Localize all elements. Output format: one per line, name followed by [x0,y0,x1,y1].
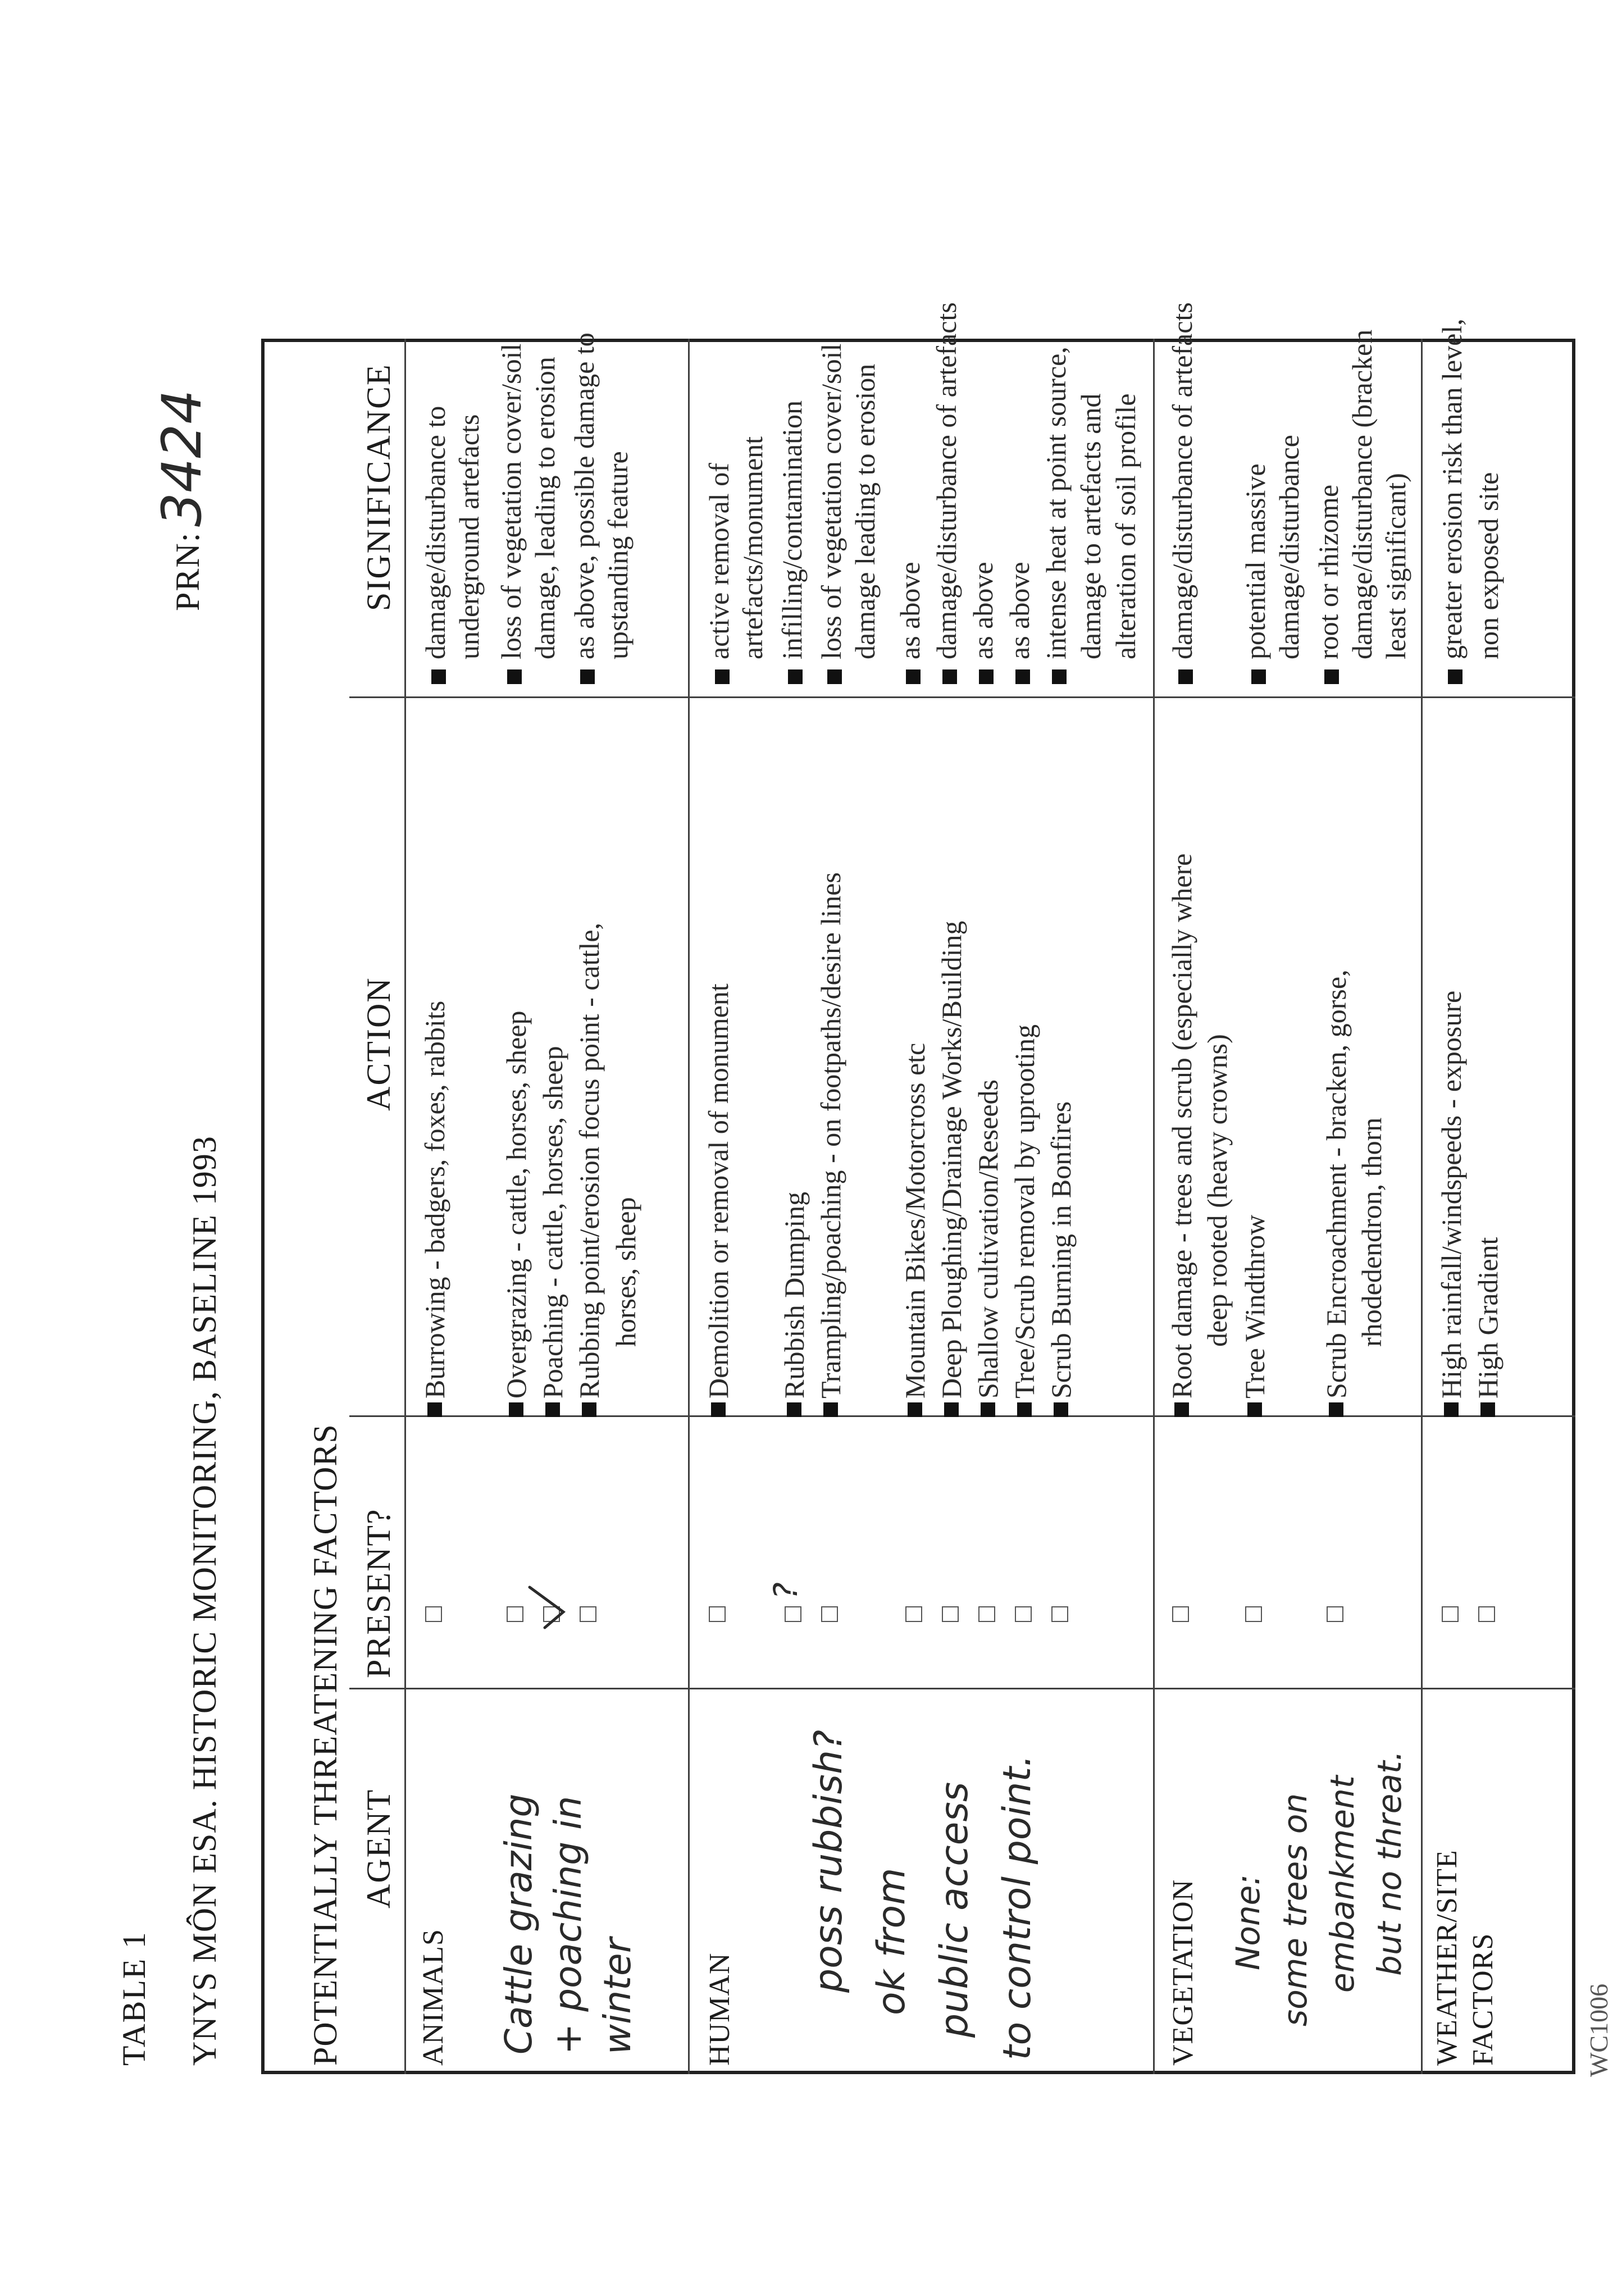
significance-item-continuation [1379,473,1413,659]
significance-item [1311,485,1345,684]
significance-item [567,332,601,684]
column-header-significance: SIGNIFICANCE [360,363,397,611]
significance-item [814,344,848,684]
agent-vegetation: VEGETATION [1167,1879,1199,2066]
significance-item [494,344,528,684]
significance-item-continuation [1471,472,1505,659]
significance-text: damage leading to erosion [849,363,881,659]
bullet-icon [908,1402,922,1417]
significance-text: underground artefacts [453,414,485,659]
handwritten-line: embankment [1323,1775,1361,1993]
action-text: Poaching - cattle, horses, sheep [537,1046,568,1398]
bullet-icon [1329,1402,1343,1417]
action-text: High Gradient [1472,1237,1503,1398]
action-text: Burrowing - badgers, foxes, rabbits [419,1000,450,1398]
action-text: Rubbing point/erosion focus point - cattle, [573,922,605,1398]
bullet-icon [580,669,595,684]
significance-item-continuation [1272,435,1306,659]
present-checkbox[interactable] [978,1606,995,1622]
significance-text: least significant) [1380,473,1411,659]
bullet-icon [1017,1402,1032,1417]
significance-item [418,406,452,684]
bullet-icon [711,1402,726,1417]
bullet-icon [1448,669,1462,684]
column-divider-agent [349,1688,1575,1689]
bullet-icon [823,1402,838,1417]
column-header-action: ACTION [360,977,397,1111]
significance-item-continuation [1074,394,1108,659]
bullet-icon [582,1402,596,1417]
bullet-icon [979,669,994,684]
action-text: Scrub Encroachment - bracken, gorse, [1320,969,1352,1398]
handwritten-line: some trees on [1276,1793,1314,2026]
handwritten-line: to control point. [995,1755,1040,2060]
bullet-icon [1444,1402,1459,1417]
bullet-icon [827,669,842,684]
action-text: Tree/Scrub removal by uprooting [1009,1024,1040,1398]
significance-text: as above [1004,562,1035,659]
present-checkbox[interactable] [1442,1606,1459,1622]
table-heading: POTENTIALLY THREATENING FACTORS [307,1424,344,2066]
bullet-icon [788,669,803,684]
significance-text: loss of vegetation cover/soil [495,343,527,659]
bullet-icon [1480,1402,1495,1417]
action-text: Trampling/poaching - on footpaths/desire lines [815,872,846,1398]
significance-item-continuation [1109,394,1142,659]
significance-text: damage/disturbance of artefacts [1167,302,1198,659]
significance-text: damage/disturbance of artefacts [931,302,962,659]
action-text-continuation: deep rooted (heavy crowns) [1201,1034,1233,1347]
agent-human: HUMAN [704,1952,736,2066]
action-text: Mountain Bikes/Motorcross etc [899,1042,931,1398]
bullet-icon [1015,669,1030,684]
column-header-agent: AGENT [360,1788,397,1908]
significance-text: artefacts/monument [737,436,768,659]
handwritten-line: ok from [869,1867,914,2015]
group-divider-human [1153,339,1155,2074]
action-text: Demolition or removal of monument [703,983,734,1398]
bullet-icon [787,1402,801,1417]
action-text: Root damage - trees and scrub (especially where [1166,853,1197,1398]
table-label: TABLE 1 [116,1931,152,2066]
present-checkbox[interactable] [785,1606,801,1622]
significance-item-continuation [528,357,562,659]
table-top-border [261,339,265,2074]
bullet-icon [1247,1402,1262,1417]
significance-item-continuation [848,364,882,659]
handwritten-note-animals [494,1794,643,2054]
action-text-continuation: horses, sheep [610,1197,641,1347]
significance-text: damage/disturbance (bracken [1346,329,1378,659]
significance-item [1435,318,1469,684]
action-text: High rainfall/windspeeds - exposure [1436,990,1467,1398]
significance-item-continuation [1345,330,1379,659]
bullet-icon [507,669,522,684]
bullet-icon [942,669,957,684]
column-header-present: PRESENT? [360,1508,397,1678]
present-checkbox[interactable] [580,1606,596,1622]
action-text: Shallow cultivation/Reseeds [972,1079,1004,1398]
bullet-icon [431,669,446,684]
significance-text: active removal of [703,463,735,659]
significance-text: alteration of soil profile [1110,393,1141,659]
significance-item [966,562,1000,684]
significance-text: as above, possible damage to [568,332,600,659]
agent-weather-site: WEATHER/SITE [1431,1849,1463,2066]
present-question-mark: ? [767,1582,805,1600]
present-checkbox[interactable] [905,1606,922,1622]
significance-text: non exposed site [1473,472,1504,659]
significance-text: loss of vegetation cover/soil [815,343,847,659]
bullet-icon [1174,1402,1189,1417]
significance-text: as above [967,562,999,659]
bullet-icon [509,1402,523,1417]
significance-text: potential massive [1240,463,1271,659]
agent-animals: ANIMALS [417,1929,449,2066]
significance-text: as above [894,562,926,659]
bullet-icon [427,1402,442,1417]
header-divider [404,339,406,2074]
significance-item [893,562,927,684]
group-divider-vegetation [1421,339,1423,2074]
present-checkbox[interactable] [942,1606,959,1622]
present-checkbox[interactable] [821,1606,838,1622]
action-text: Overgrazing - cattle, horses, sheep [500,1010,532,1398]
significance-text: damage to artefacts and [1075,393,1106,659]
handwritten-note-vegetation [1224,1751,1413,2060]
bullet-icon [981,1402,995,1417]
bullet-icon [1178,669,1193,684]
present-checkbox[interactable] [507,1606,523,1622]
present-checkbox[interactable] [709,1606,726,1622]
significance-item-continuation [601,451,635,659]
bullet-icon [944,1402,959,1417]
handwritten-line: but no threat. [1370,1750,1409,1976]
present-tick-mark [525,1583,570,1633]
significance-text: root or rhizome [1313,484,1344,659]
handwritten-line: public access [932,1782,977,2038]
bullet-icon [545,1402,560,1417]
action-text-continuation: rhodedendron, thorn [1356,1117,1387,1347]
column-divider-action [349,696,1575,698]
bullet-icon [1054,1402,1068,1417]
present-checkbox[interactable] [1172,1606,1189,1622]
present-checkbox[interactable] [425,1606,442,1622]
handwritten-line: + poaching in [546,1796,590,2054]
significance-item [1165,302,1199,684]
present-checkbox[interactable] [1327,1606,1343,1622]
present-checkbox[interactable] [1051,1606,1068,1622]
column-divider-present [349,1415,1575,1417]
significance-item [1003,562,1036,684]
bullet-icon [906,669,921,684]
significance-text: damage, leading to erosion [529,357,561,659]
action-text: Tree Windthrow [1239,1214,1270,1398]
bullet-icon [1251,669,1266,684]
significance-text: damage/disturbance to [420,406,451,659]
bullet-icon [715,669,730,684]
footer-code: WC1006 [1584,1983,1613,2077]
significance-text: greater erosion risk than level, [1436,318,1468,659]
significance-item-continuation [452,414,486,659]
significance-item [702,463,736,684]
action-text: Scrub Burning in Bonfires [1045,1101,1077,1398]
bullet-icon [1324,669,1339,684]
prn-value-handwritten: 3424 [151,389,213,527]
handwritten-line: winter [596,1938,639,2054]
agent-weather-site-line2: FACTORS [1467,1933,1499,2066]
bullet-icon [1052,669,1067,684]
group-divider-animals [688,339,690,2074]
significance-item [1039,347,1073,684]
significance-item-continuation [736,436,769,659]
present-checkbox[interactable] [1015,1606,1032,1622]
significance-text: intense heat at point source, [1040,347,1072,659]
present-checkbox[interactable] [1245,1606,1262,1622]
significance-item [930,302,963,684]
present-checkbox[interactable] [1478,1606,1495,1622]
significance-item [1238,463,1272,684]
action-text: Deep Ploughing/Drainage Works/Building [936,921,967,1398]
document-title: YNYS MÔN ESA. HISTORIC MONITORING, BASELINE 1993 [186,1136,223,2066]
handwritten-line: poss rubbish? [807,1729,851,1993]
action-text: Rubbish Dumping [778,1191,810,1398]
significance-text: upstanding feature [602,451,634,659]
handwritten-line: None: [1229,1874,1267,1970]
significance-text: infilling/contamination [776,400,808,659]
handwritten-note-human [798,1730,1049,2060]
prn-label: PRN: [169,531,206,611]
significance-text: damage/disturbance [1273,435,1305,659]
significance-item [775,400,809,684]
handwritten-line: Cattle grazing [497,1793,540,2054]
